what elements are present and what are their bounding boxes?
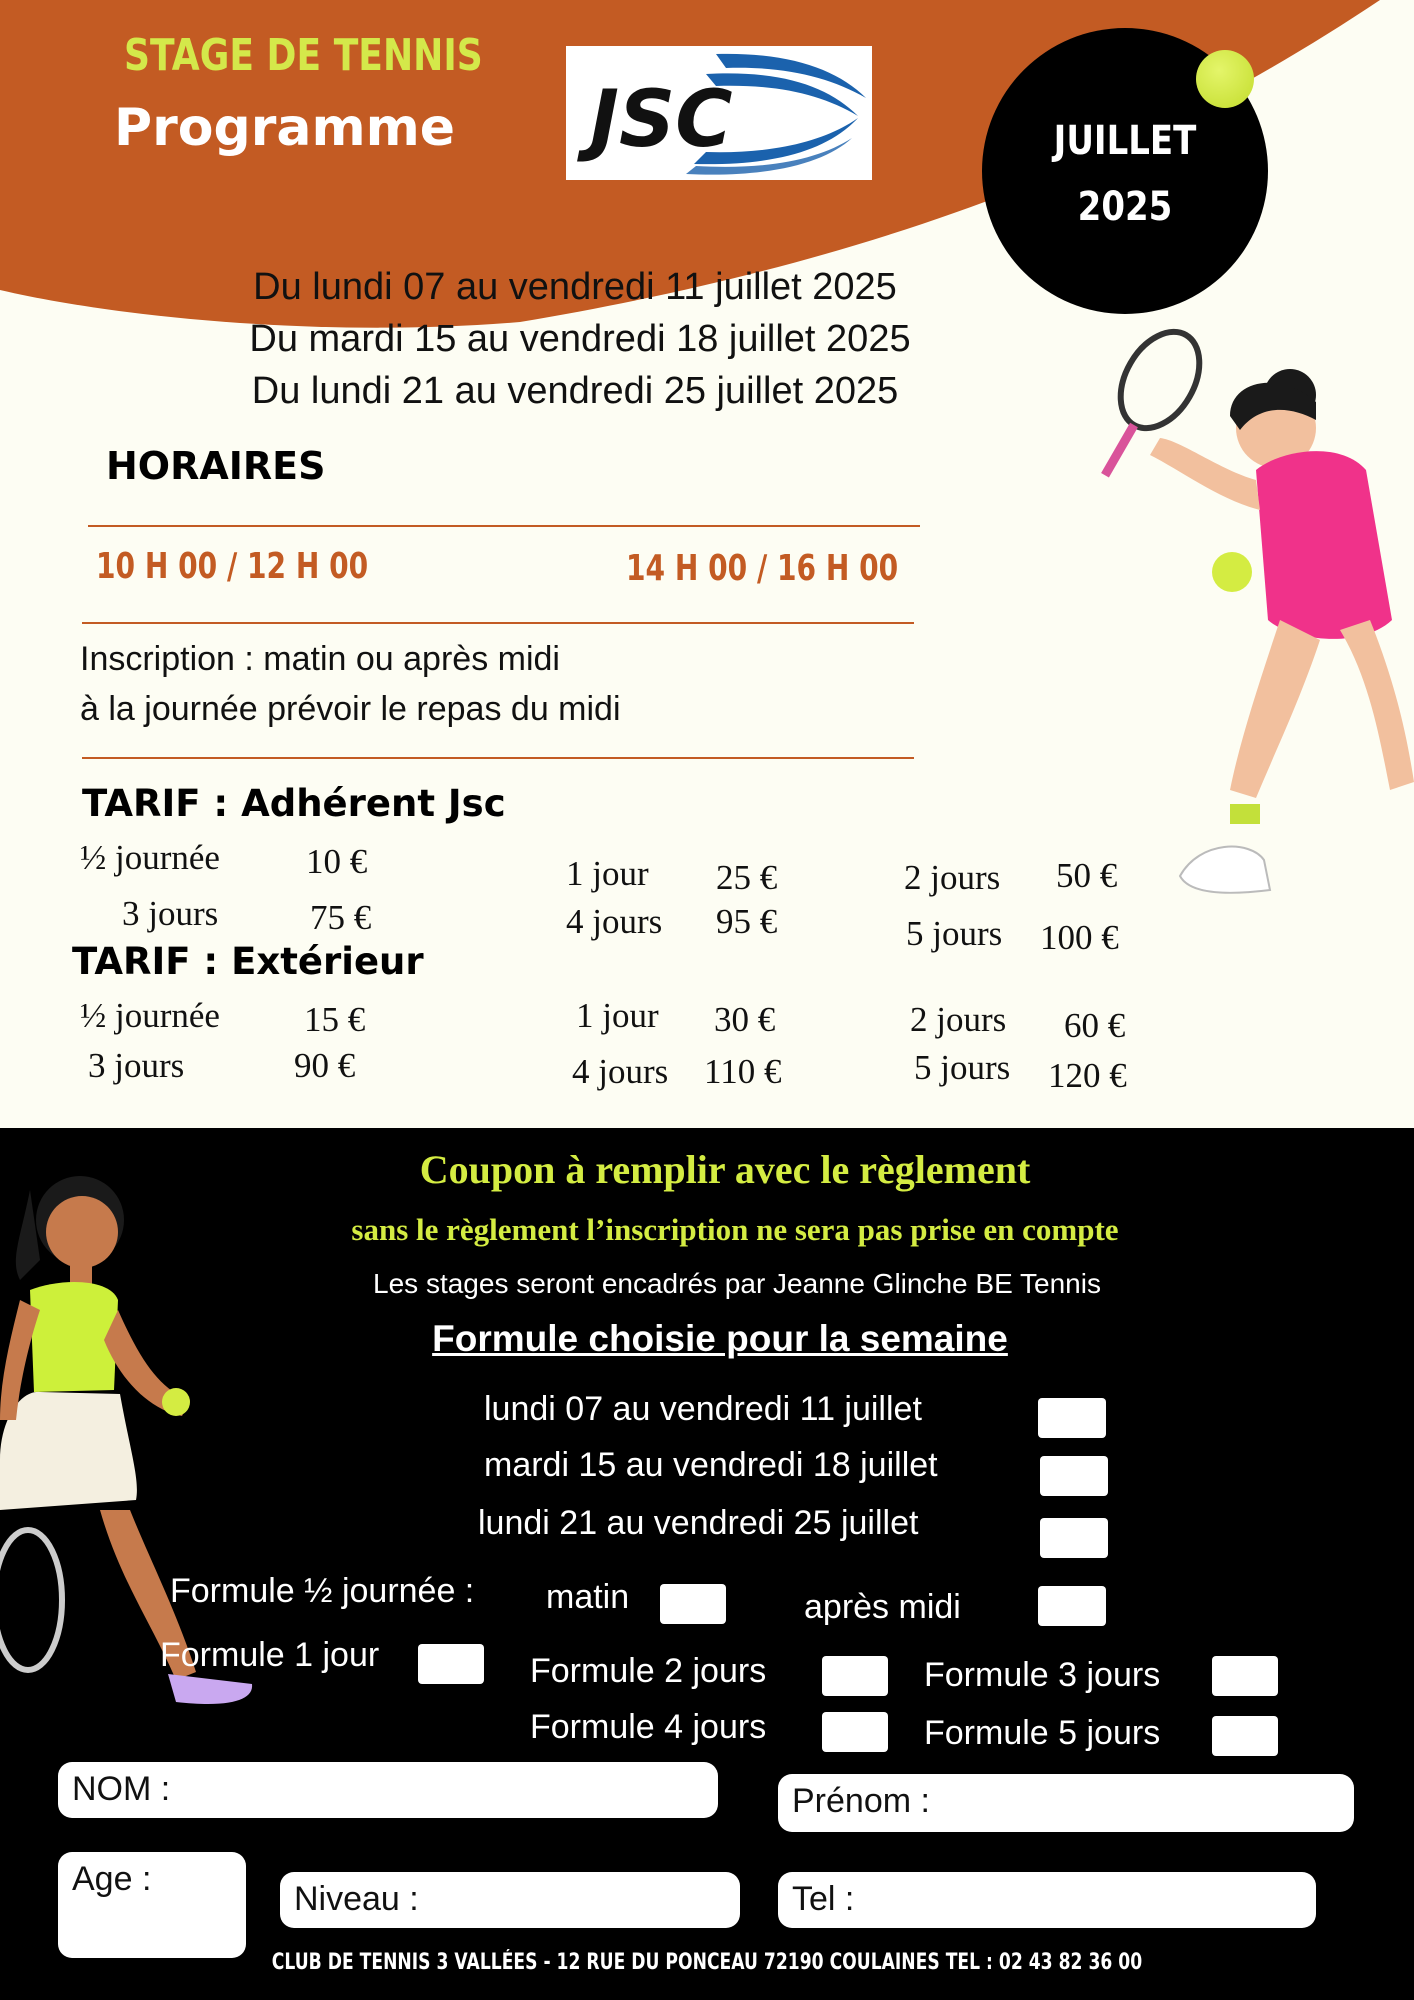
- badge-year: 2025: [1077, 184, 1173, 230]
- coupon-encadrement: Les stages seront encadrés par Jeanne Glinche BE Tennis: [373, 1268, 1101, 1299]
- price-label: 4 jours: [572, 1052, 669, 1091]
- divider-2: [82, 622, 914, 624]
- formule-2-checkbox[interactable]: [822, 1656, 888, 1696]
- price-value: 30 €: [714, 1000, 776, 1039]
- price-label: 2 jours: [910, 1000, 1007, 1039]
- week-option-2-checkbox[interactable]: [1040, 1456, 1108, 1496]
- price-label: 3 jours: [88, 1046, 185, 1085]
- apres-midi-label: après midi: [804, 1588, 961, 1626]
- tennis-player-illustration: [1080, 320, 1414, 910]
- prenom-field[interactable]: [778, 1774, 1354, 1832]
- week-option-3-checkbox[interactable]: [1040, 1518, 1108, 1558]
- price-label: 3 jours: [122, 894, 219, 933]
- price-label: 5 jours: [906, 914, 1003, 953]
- nom-label: NOM :: [72, 1770, 171, 1808]
- price-label: 2 jours: [904, 858, 1001, 897]
- horaires-title: HORAIRES: [106, 444, 326, 488]
- formule-3-checkbox[interactable]: [1212, 1656, 1278, 1696]
- price-label: 5 jours: [914, 1048, 1011, 1087]
- formule-1-label: Formule 1 jour: [160, 1636, 380, 1674]
- programme-title: Programme: [114, 98, 456, 158]
- matin-label: matin: [546, 1578, 630, 1616]
- formule-5-label: Formule 5 jours: [924, 1714, 1161, 1752]
- morning-time: 10 H 00 / 12 H 00: [96, 546, 369, 587]
- price-value: 95 €: [716, 902, 778, 941]
- price-value: 60 €: [1064, 1006, 1126, 1045]
- age-field[interactable]: [58, 1852, 246, 1958]
- badge-month: JUILLET: [1053, 118, 1197, 164]
- date-line-3: Du lundi 21 au vendredi 25 juillet 2025: [251, 370, 899, 412]
- price-value: 10 €: [306, 842, 368, 881]
- divider-3: [82, 757, 914, 759]
- coupon-title: Coupon à remplir avec le règlement: [419, 1147, 1031, 1192]
- footer-address: CLUB DE TENNIS 3 VALLÉES - 12 RUE DU PONCEAU 72190 COULAINES TEL : 02 43 82 36 00: [271, 1950, 1143, 1975]
- price-value: 90 €: [294, 1046, 356, 1085]
- afternoon-time: 14 H 00 / 16 H 00: [626, 548, 899, 589]
- price-value: 100 €: [1040, 918, 1119, 957]
- apres-midi-checkbox[interactable]: [1038, 1586, 1106, 1626]
- price-value: 110 €: [704, 1052, 782, 1091]
- formule-5-checkbox[interactable]: [1212, 1716, 1278, 1756]
- tarif-adherent-title: TARIF : Adhérent Jsc: [82, 782, 506, 825]
- jsc-logo: [566, 46, 872, 180]
- nom-field[interactable]: [58, 1762, 718, 1818]
- inscription-line-2: à la journée prévoir le repas du midi: [80, 690, 621, 728]
- stage-title: STAGE DE TENNIS: [124, 30, 483, 81]
- price-label: 1 jour: [576, 996, 659, 1035]
- niveau-field[interactable]: [280, 1872, 740, 1928]
- price-value: 75 €: [310, 898, 372, 937]
- price-label: ½ journée: [80, 838, 220, 877]
- price-value: 50 €: [1056, 856, 1118, 895]
- price-label: 1 jour: [566, 854, 649, 893]
- week-option-2-label: mardi 15 au vendredi 18 juillet: [484, 1446, 938, 1484]
- formule-4-label: Formule 4 jours: [530, 1708, 767, 1746]
- prenom-label: Prénom :: [792, 1782, 930, 1820]
- formule-heading: Formule choisie pour la semaine: [432, 1318, 1008, 1359]
- date-line-1: Du lundi 07 au vendredi 11 juillet 2025: [253, 266, 897, 308]
- week-option-1-checkbox[interactable]: [1038, 1398, 1106, 1438]
- tel-label: Tel :: [792, 1880, 855, 1918]
- formule-demi-journee-label: Formule ½ journée :: [170, 1572, 475, 1610]
- age-label: Age :: [72, 1860, 152, 1898]
- matin-checkbox[interactable]: [660, 1584, 726, 1624]
- price-label: 4 jours: [566, 902, 663, 941]
- niveau-label: Niveau :: [294, 1880, 419, 1918]
- formule-1-checkbox[interactable]: [418, 1644, 484, 1684]
- price-value: 120 €: [1048, 1056, 1127, 1095]
- price-label: ½ journée: [80, 996, 220, 1035]
- divider-1: [88, 525, 920, 527]
- coupon-subtitle: sans le règlement l’inscription ne sera pas prise en compte: [351, 1212, 1119, 1247]
- formule-4-checkbox[interactable]: [822, 1712, 888, 1752]
- tennis-ball-icon: [1196, 50, 1254, 108]
- week-option-3-label: lundi 21 au vendredi 25 juillet: [478, 1504, 919, 1542]
- price-value: 25 €: [716, 858, 778, 897]
- tarif-exterieur-title: TARIF : Extérieur: [72, 940, 424, 983]
- logo-text: JSC: [590, 75, 733, 165]
- formule-3-label: Formule 3 jours: [924, 1656, 1161, 1694]
- tel-field[interactable]: [778, 1872, 1316, 1928]
- price-value: 15 €: [304, 1000, 366, 1039]
- formule-2-label: Formule 2 jours: [530, 1652, 767, 1690]
- date-line-2: Du mardi 15 au vendredi 18 juillet 2025: [249, 318, 911, 360]
- inscription-line-1: Inscription : matin ou après midi: [80, 640, 560, 678]
- week-option-1-label: lundi 07 au vendredi 11 juillet: [484, 1390, 922, 1428]
